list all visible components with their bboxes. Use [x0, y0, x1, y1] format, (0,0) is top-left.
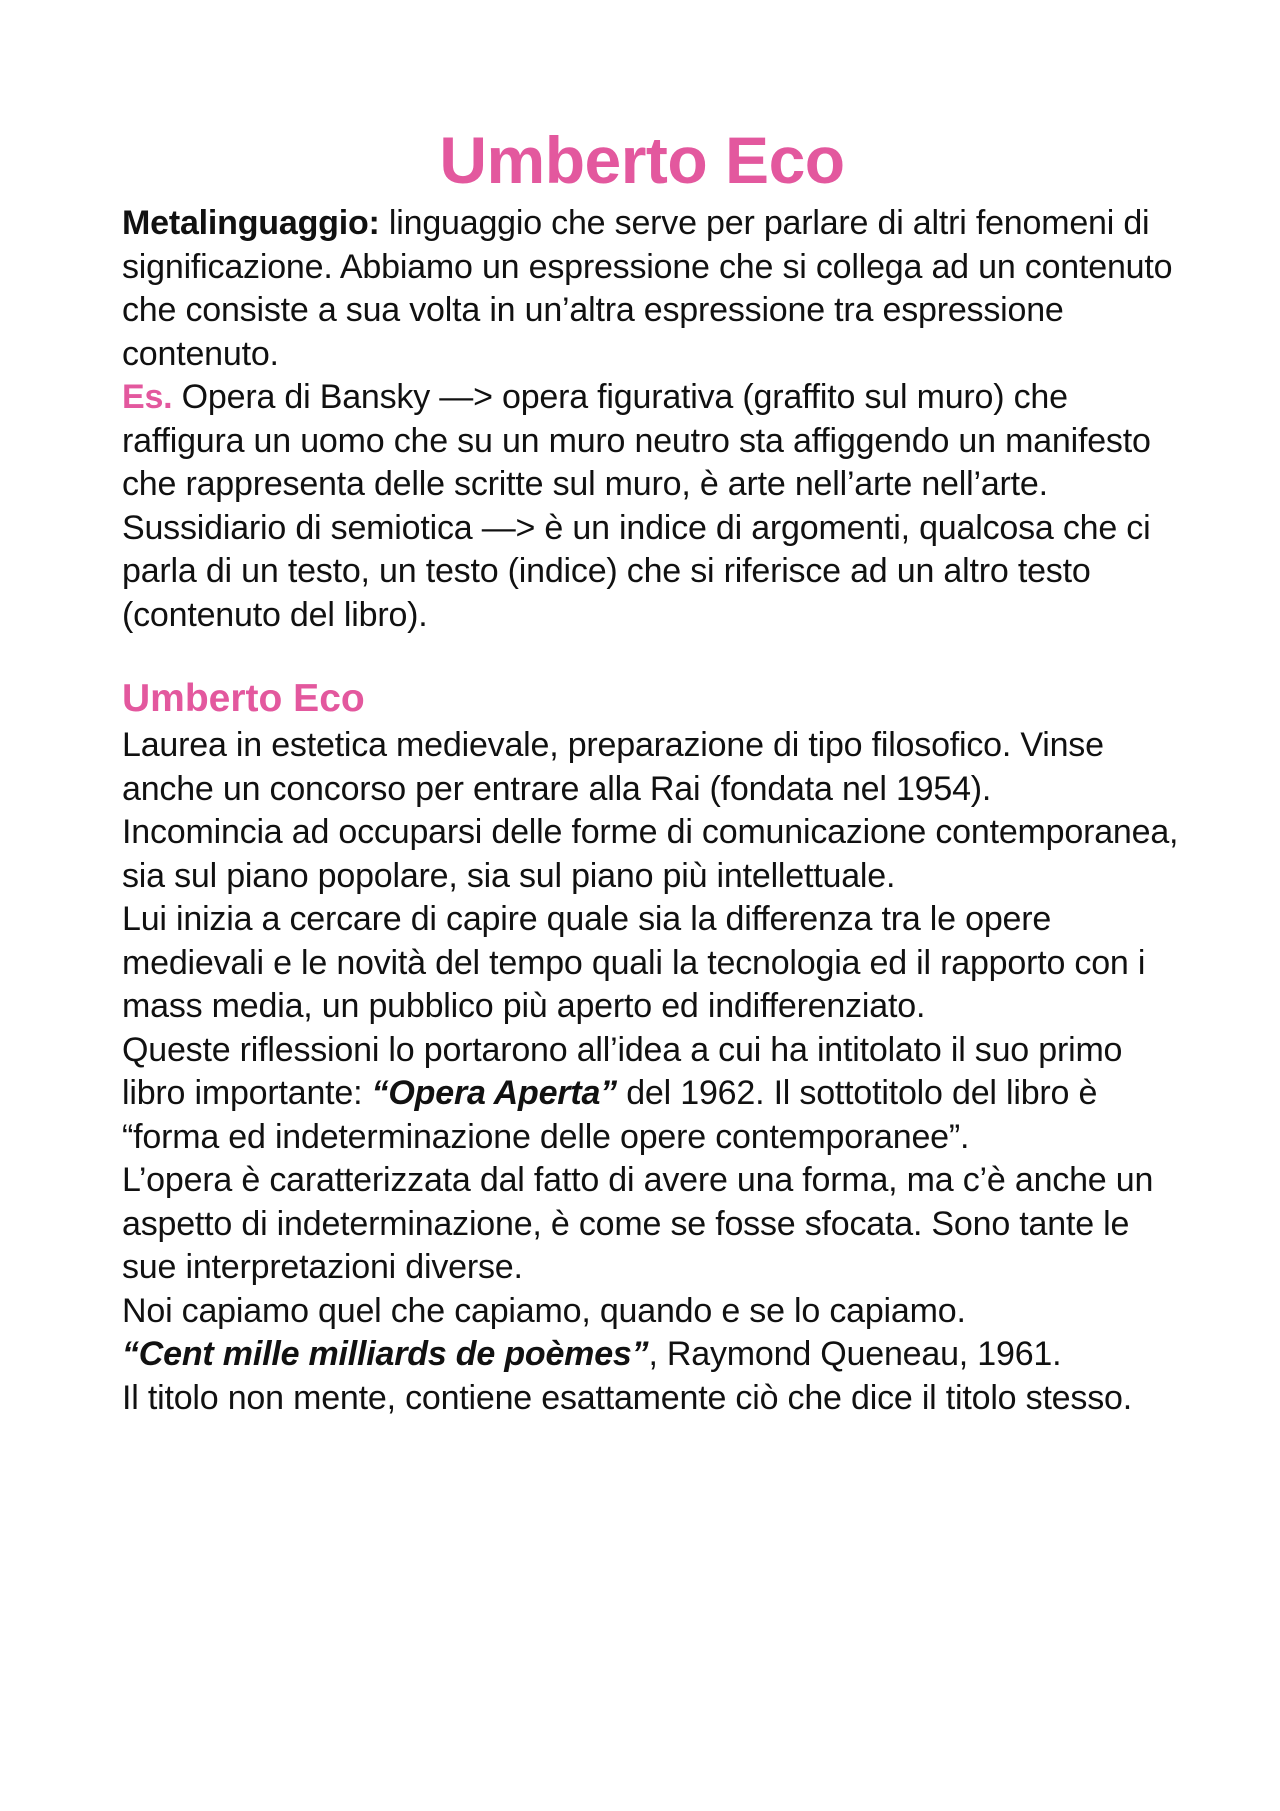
example-label: Es. [122, 378, 173, 416]
queneau-paragraph [122, 1333, 1182, 1377]
metalinguaggio-term: Metalinguaggio: [122, 204, 380, 242]
biography-paragraph-1: Laurea in estetica medievale, preparazione di tipo filosofico. Vinse anche un concorso per entrare alla Rai (fondata nel 1954). [122, 726, 1104, 808]
section-heading: Umberto Eco [122, 677, 365, 720]
opera-aperta-paragraph [122, 1029, 1182, 1160]
sussidiario-paragraph: Sussidiario di semiotica —> è un indice di argomenti, qualcosa che ci parla di un testo, un testo (indice) che si riferisce ad un altro testo (contenuto del libro). [122, 508, 1151, 634]
queneau-book-title: “Cent mille milliards de poèmes” [122, 1335, 649, 1373]
biography-paragraph-3: Lui inizia a cercare di capire quale sia la differenza tra le opere medievali e le novità del tempo quali la tecnologia ed il rapporto con i mass media, un pubblico più aperto ed indifferenziato. [122, 900, 1146, 1025]
example-text: Opera di Bansky —> opera figurativa (graffito sul muro) che raffigura un uomo che su un muro neutro sta affiggendo un manifesto che rappresenta delle scritte sul muro, è arte nell’arte nell’arte. [122, 378, 1151, 503]
biography-paragraph-6: Noi capiamo quel che capiamo, quando e se lo capiamo. [122, 1291, 966, 1330]
biography-paragraph-2: Incomincia ad occuparsi delle forme di comunicazione contemporanea, sia sul piano popolare, sia sul piano più intellettuale. [122, 813, 1179, 895]
queneau-reference: , Raymond Queneau, 1961. [648, 1335, 1062, 1373]
metalinguaggio-definition: linguaggio che serve per parlare di altri fenomeni di significazione. Abbiamo un espressione che si collega ad un contenuto che consiste a sua volta in un’altra espressione tra espressione contenuto. [122, 204, 1173, 373]
example-paragraph [122, 376, 1182, 507]
biography-paragraph-5: L’opera è caratterizzata dal fatto di avere una forma, ma c’è anche un aspetto di indeterminazione, è come se fosse sfocata. Sono tante le sue interpretazioni diverse. [122, 1161, 1154, 1286]
document-page [122, 118, 1182, 1420]
metalinguaggio-paragraph [122, 202, 1182, 376]
opera-aperta-title: “Opera Aperta” [371, 1074, 617, 1112]
biography-paragraph-8: Il titolo non mente, contiene esattamente ciò che dice il titolo stesso. [122, 1378, 1132, 1417]
opera-aperta-intro: Queste riflessioni lo portarono all’idea a cui ha intitolato il suo primo libro importante: [122, 1030, 1123, 1112]
opera-aperta-rest: del 1962. Il sottotitolo del libro è “forma ed indeterminazione delle opere contemporanee”. [122, 1074, 1098, 1156]
page-title: Umberto Eco [439, 123, 845, 197]
